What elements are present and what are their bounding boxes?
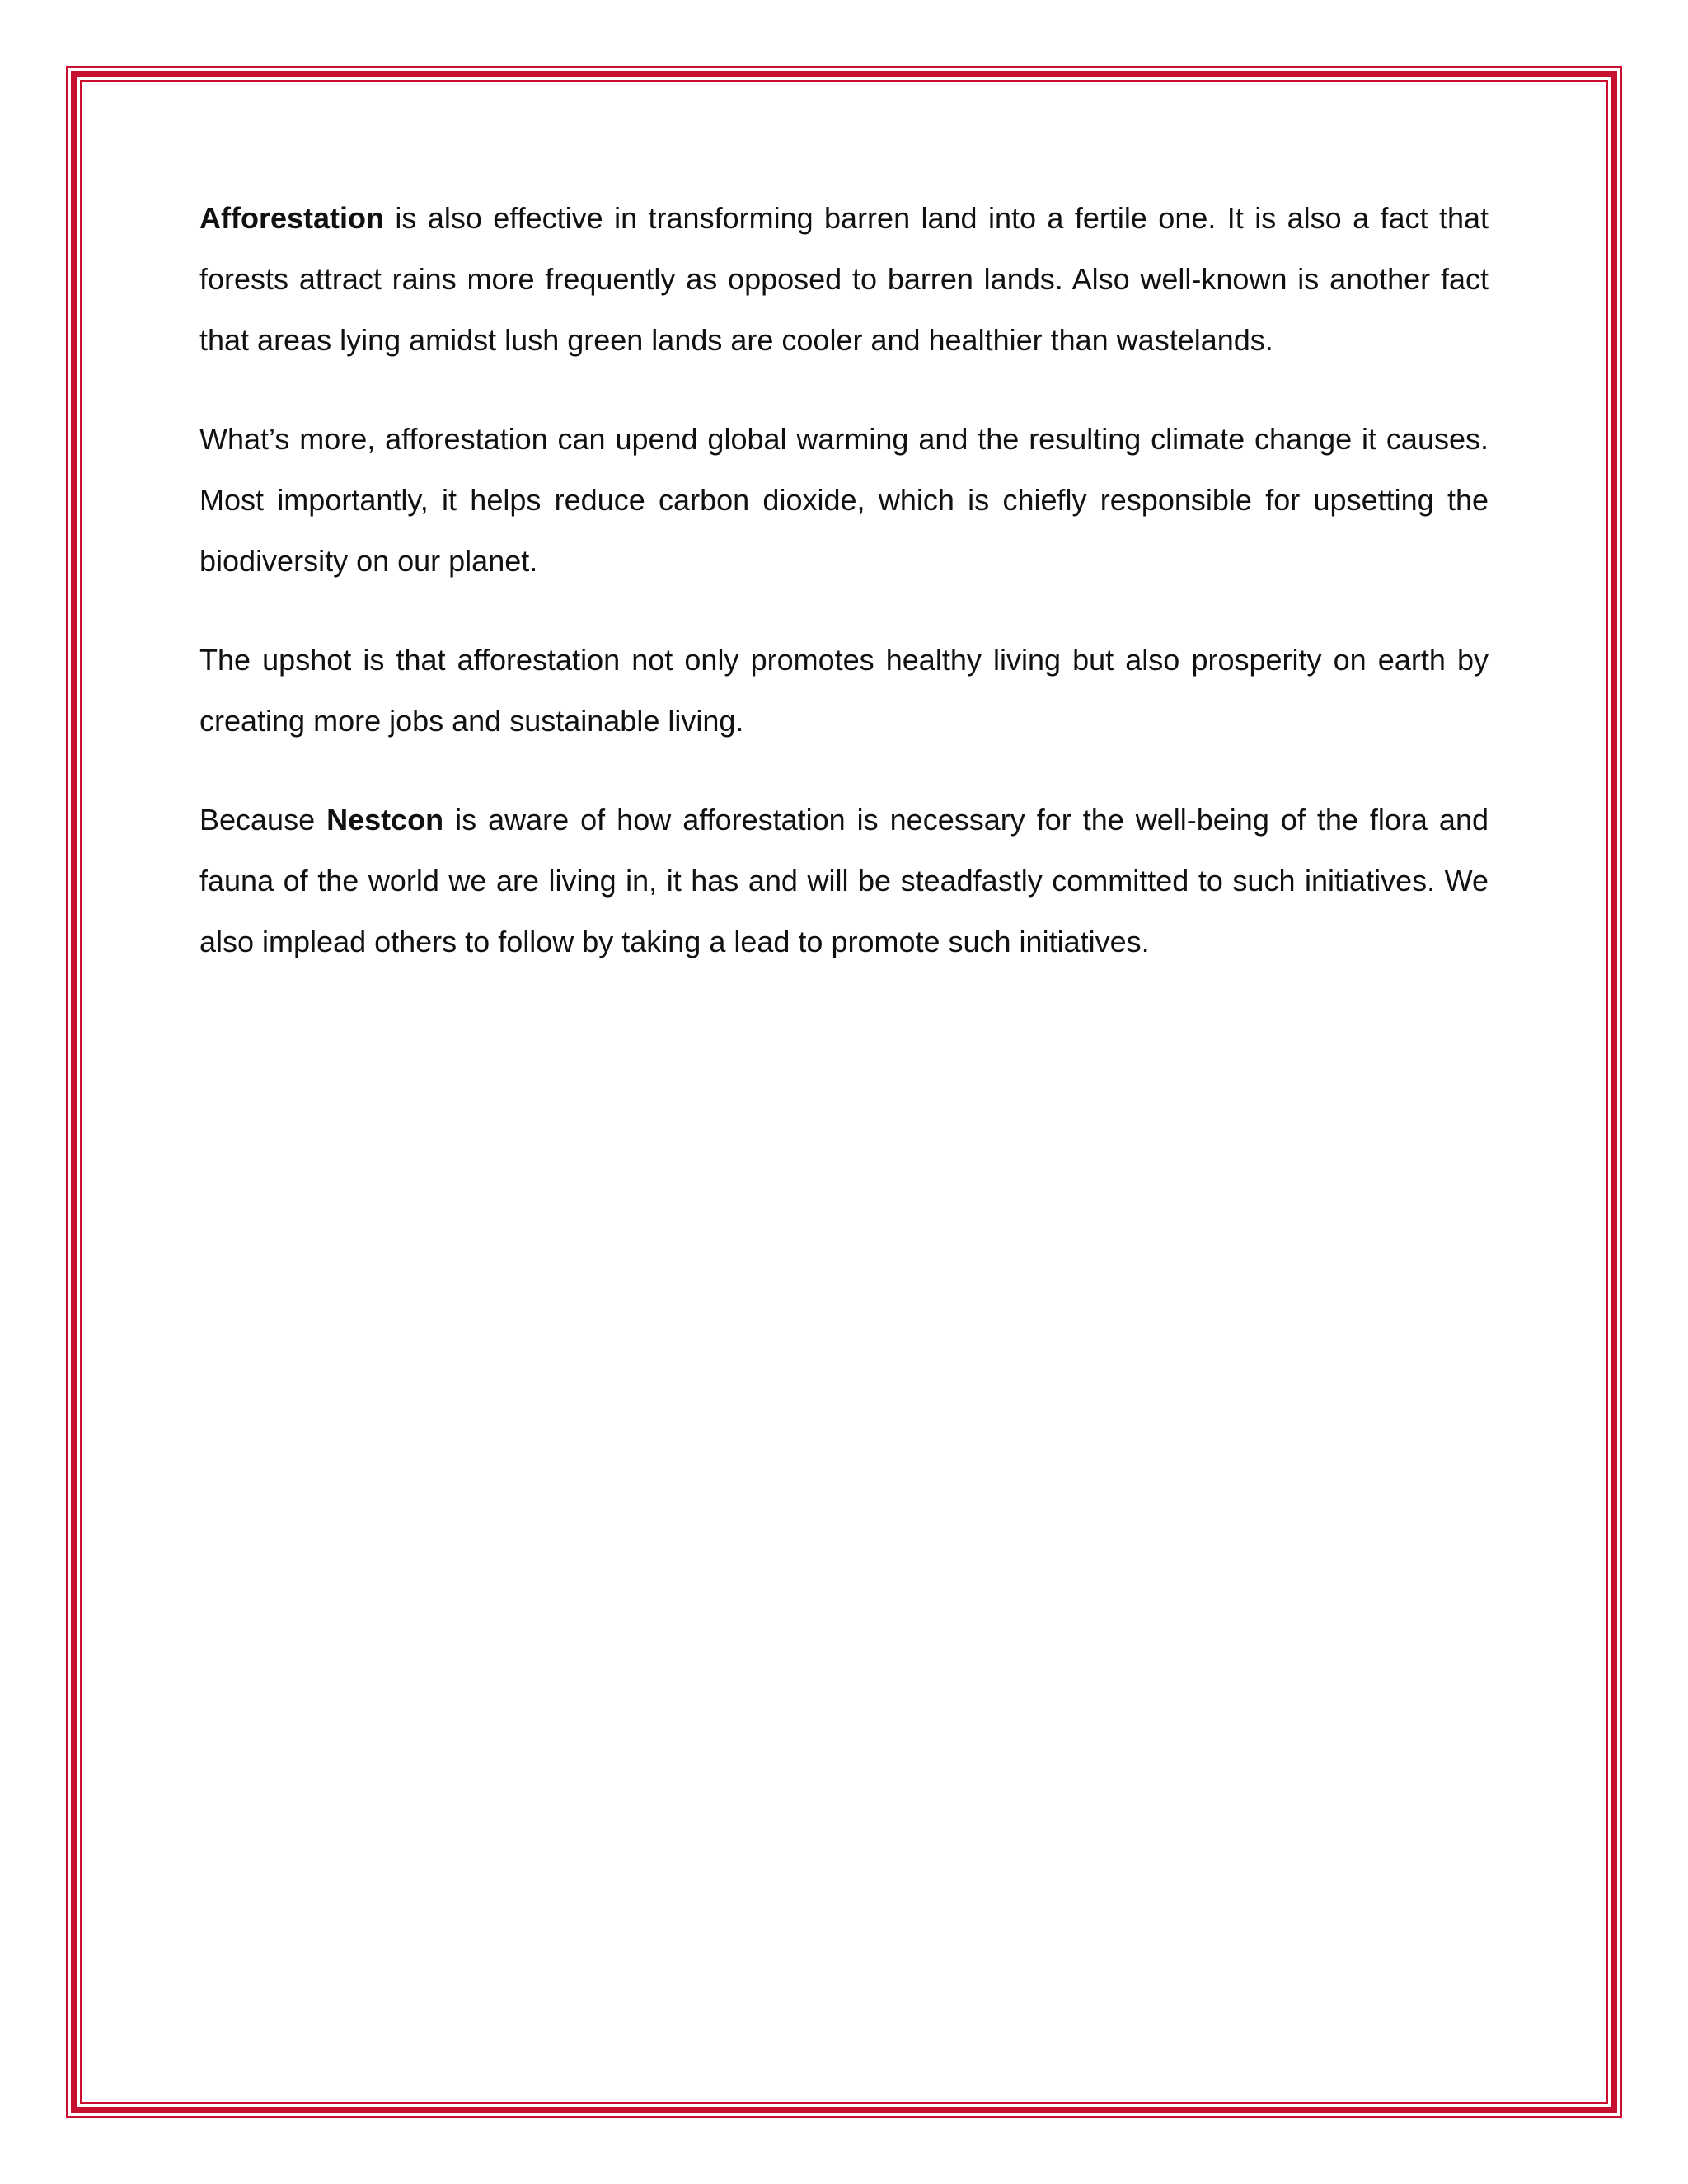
bold-term-afforestation: Afforestation (199, 201, 384, 235)
paragraph-2-text: What’s more, afforestation can upend global warming and the resulting climate change it causes. Most importantly, it helps reduce carbon dioxide, which is chiefly responsible for upsetting the biodiversity on our planet. (199, 422, 1489, 578)
paragraph-4-pre: Because (199, 803, 327, 837)
paragraph-2 (199, 409, 1489, 592)
bold-term-nestcon: Nestcon (326, 803, 444, 837)
paragraph-4-text: is aware of how afforestation is necessary for the well-being of the flora and fauna of the world we are living in, it has and will be steadfastly committed to such initiatives. We also implead others to follow by taking a lead to promote such initiatives. (199, 803, 1489, 958)
paragraph-3-text: The upshot is that afforestation not only promotes healthy living but also prosperity on earth by creating more jobs and sustainable living. (199, 643, 1489, 738)
paragraph-3 (199, 630, 1489, 752)
document-body (199, 188, 1489, 1010)
paragraph-1 (199, 188, 1489, 371)
paragraph-1-text: is also effective in transforming barren land into a fertile one. It is also a fact that forests attract rains more frequently as opposed to barren lands. Also well-known is another fact that areas lying amidst lush green lands are cooler and healthier than wastelands. (199, 201, 1489, 357)
paragraph-4 (199, 790, 1489, 972)
